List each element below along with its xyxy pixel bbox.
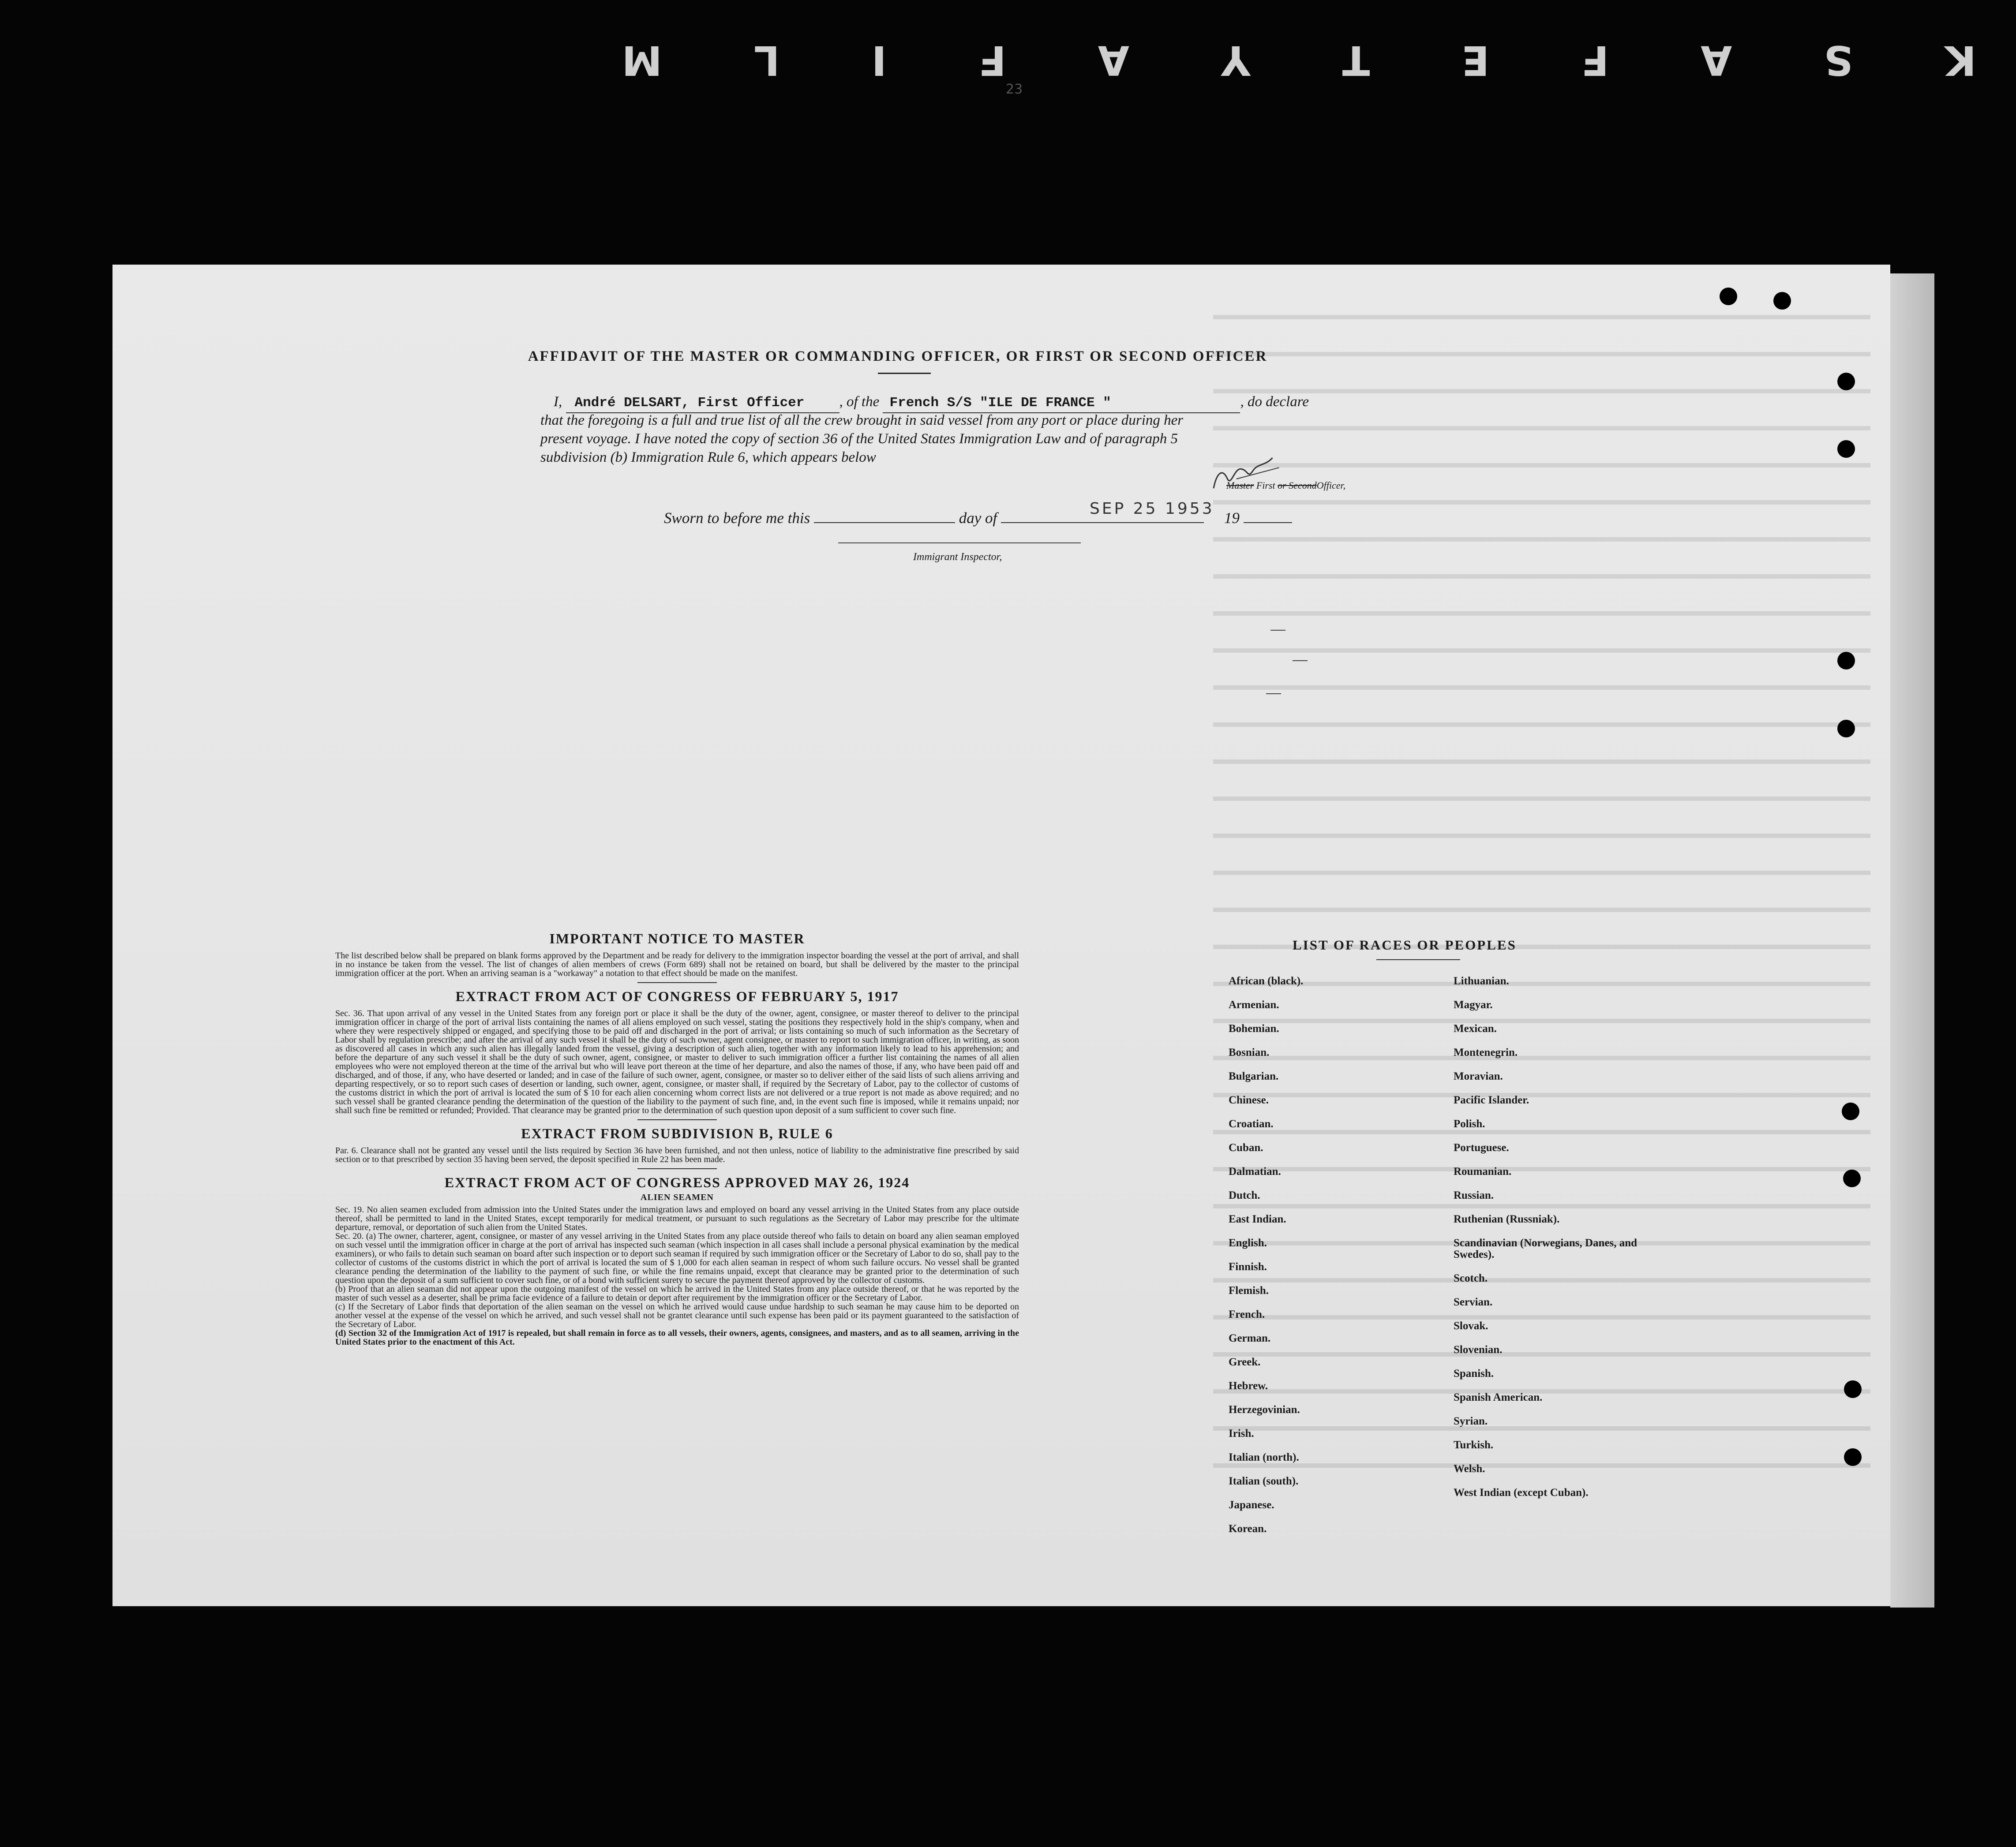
race-item: Armenian. bbox=[1229, 999, 1279, 1011]
affidavit-line-3: present voyage. I have noted the copy of section 36 of the United States Immigration Law and of paragraph 5 bbox=[540, 431, 1178, 447]
affidavit-prefix: I, bbox=[554, 394, 562, 410]
important-notice bbox=[335, 931, 1019, 1346]
section-divider bbox=[637, 1119, 717, 1120]
race-item: Slovak. bbox=[1454, 1320, 1488, 1332]
film-edge-marking: K S A F E T Y A F I L M bbox=[583, 37, 1976, 84]
vessel-field bbox=[883, 393, 1240, 413]
affidavit-of-the: , of the bbox=[839, 394, 880, 410]
punch-hole bbox=[1773, 292, 1791, 310]
vessel-name: French S/S "ILE DE FRANCE " bbox=[889, 395, 1111, 411]
race-item: Scandinavian (Norwegians, Danes, and Swedes). bbox=[1454, 1237, 1638, 1260]
race-item: Hebrew. bbox=[1229, 1380, 1268, 1392]
race-item: Russian. bbox=[1454, 1189, 1494, 1201]
race-item: Italian (south). bbox=[1229, 1475, 1299, 1487]
race-item: Polish. bbox=[1454, 1118, 1485, 1130]
date-stamp: SEP 25 1953 bbox=[1090, 500, 1214, 518]
dash-mark bbox=[1293, 660, 1308, 661]
punch-hole bbox=[1844, 1448, 1862, 1466]
inspector-caption: Immigrant Inspector, bbox=[913, 551, 1002, 563]
sec-19: Sec. 19. No alien seamen excluded from admission into the United States under the immigration laws and employed on board any vessel arriving in the United States from any place outside thereof, shall be permitted to land in the United States, except temporarily for medical treatment, or pursuant to such regulations as the Secretary of Labor may prescribe for the ultimate departure, removal, or deportation of such alien from the United States. bbox=[335, 1205, 1019, 1232]
race-item: Italian (north). bbox=[1229, 1451, 1299, 1463]
punch-hole bbox=[1842, 1103, 1859, 1120]
race-item: Montenegrin. bbox=[1454, 1047, 1518, 1058]
affidavit-line-1 bbox=[540, 393, 1414, 413]
affidavit-title: AFFIDAVIT OF THE MASTER OR COMMANDING OFFICER, OR FIRST OR SECOND OFFICER bbox=[528, 348, 1268, 364]
race-item: Servian. bbox=[1454, 1296, 1493, 1308]
race-item: African (black). bbox=[1229, 975, 1304, 987]
race-item: Portuguese. bbox=[1454, 1142, 1509, 1154]
races-divider bbox=[1376, 959, 1460, 960]
punch-hole bbox=[1837, 440, 1855, 458]
races-column-1 bbox=[1229, 976, 1396, 1547]
sec-20-c: (c) If the Secretary of Labor finds that deportation of the alien seaman on the vessel on which he arrived would cause undue hardship to such seaman he may cause him to be deported on another vessel at the expense of the vessel on which he arrived, and such vessel shall not be grantet clearance until such expense has been paid or its payment guaranteed to the satisfaction of the Secretary of Labor. bbox=[335, 1302, 1019, 1329]
race-item: East Indian. bbox=[1229, 1213, 1286, 1225]
sec-20-d: (d) Section 32 of the Immigration Act of 1917 is repealed, but shall remain in force as to all vessels, their owners, agents, consignees, and masters, and as to all seamen, arriving in the United States prior to the enactment of this Act. bbox=[335, 1328, 1019, 1347]
sec-20-a: Sec. 20. (a) The owner, charterer, agent, consignee, or master of any vessel arriving in the United States from any place outside thereof who fails to detain on board any alien seaman employed on such vessel until the immigration officer in charge at the port of arrival has inspected such seaman (which inspection in all cases shall include a personal physical examination by the medical examiners), or who fails to detain such seaman on board after such inspection or to deport such seaman if required by such immigration officer or the Secretary of Labor to do so, shall pay to the collector of customs of the customs district in which the port of arrival is located the sum of $ 1,000 for each alien seaman in respect of whom such failure occurs. No vessel shall be granted clearance pending the determination of the liability to the payment of such fine, or while the fine remains unpaid, except that clearance may be granted prior to the determination of such question upon the deposit of a sum sufficient to cover such fine, or of a bond with sufficient surety to secure the payment thereof approved by the collector of customs. bbox=[335, 1231, 1019, 1285]
race-item: Irish. bbox=[1229, 1428, 1254, 1439]
race-item: Spanish American. bbox=[1454, 1391, 1543, 1403]
punch-hole bbox=[1837, 373, 1855, 390]
punch-hole bbox=[1720, 288, 1737, 305]
extract-1917-title: EXTRACT FROM ACT OF CONGRESS OF FEBRUARY 5, 1917 bbox=[455, 988, 899, 1004]
officer-name-field bbox=[566, 393, 839, 413]
caption-first: First bbox=[1256, 480, 1275, 491]
underlying-page-edge bbox=[1890, 273, 1934, 1608]
title-divider bbox=[878, 373, 931, 374]
race-item: Cuban. bbox=[1229, 1142, 1263, 1154]
sworn-day-field bbox=[814, 522, 955, 523]
race-item: West Indian (except Cuban). bbox=[1454, 1487, 1589, 1499]
race-item: Dalmatian. bbox=[1229, 1166, 1281, 1178]
race-item: Flemish. bbox=[1229, 1285, 1269, 1297]
affidavit-line-2: that the foregoing is a full and true list of all the crew brought in said vessel from any port or place during her bbox=[540, 412, 1184, 428]
race-item: Korean. bbox=[1229, 1523, 1267, 1535]
officer-name: André DELSART, First Officer bbox=[574, 395, 805, 411]
races-column-2 bbox=[1454, 976, 1661, 1511]
signature-caption bbox=[1226, 480, 1345, 491]
inspector-signature-line bbox=[838, 542, 1081, 543]
extract-1917-body: Sec. 36. That upon arrival of any vessel in the United States from any foreign port or place it shall be the duty of the owner, agent, consignee, or master thereof to deliver to the principal immigration officer in charge of the port of arrival lists containing the names of all aliens employed on such vessel, stating the positions they respectively hold in the ship's company, when and where they were respectively shipped or engaged, and specifying those to be paid off and discharged in the port of arrival; or lists containing so much of such information as the Secretary of Labor shall by regulation prescribe; and after the arrival of any such vessel it shall be the duty of such owner, agent consignee, or master to report to such immigration officer, in writing, as soon as discovered all cases in which any such alien has illegally landed from the vessel, giving a description of such alien, together with any information likely to lead to his apprehension; and before the departure of any such vessel it shall be the duty of such owner, agent, consignee, or master to deliver to such immigration officer a further list containing the names of all alien employees who were not employed thereon at the time of the arrival but who will leave port thereon at the time of her departure, and also the names of those, if any, who have been paid off and discharged, and of those, if any, who have deserted or landed; and in case of the failure of such owner, agent, consignee, or master so to deliver either of the said lists of such aliens arriving and departing respectively, or so to report such cases of desertion or landing, such owner, agent, consignee, or master shall, if required by the Secretary of Labor, pay to the collector of customs of the customs district in which the port of arrival is located the sum of $ 10 for each alien concerning whom correct lists are not delivered or a true report is not made as above required; and no such vessel shall be granted clearance pending the determination of the question of the liability to the payment of such fine, and, in the event such fine is imposed, while it remains unpaid; nor shall such fine be remitted or refunded; Provided. That clearance may be granted prior to the determination of such question upon deposit of a sum sufficient to cover such fine. bbox=[335, 1009, 1019, 1115]
race-item: Greek. bbox=[1229, 1356, 1261, 1368]
frame-mark: 23 bbox=[1006, 82, 1023, 97]
extract-rule6-body: Par. 6. Clearance shall not be granted any vessel until the lists required by Section 36 have been furnished, and not then unless, notice of liability to the administrative fine prescribed by said section or to that prescribed by section 35 having been served, the deposit specified in Rule 22 has been made. bbox=[335, 1146, 1019, 1164]
race-item: Bohemian. bbox=[1229, 1023, 1279, 1035]
extract-rule6-title: EXTRACT FROM SUBDIVISION B, RULE 6 bbox=[521, 1125, 833, 1141]
race-item: Japanese. bbox=[1229, 1499, 1274, 1511]
affidavit-line-4: subdivision (b) Immigration Rule 6, which appears below bbox=[540, 449, 876, 465]
sworn-day-of: day of bbox=[959, 509, 997, 527]
races-title: LIST OF RACES OR PEOPLES bbox=[1293, 937, 1517, 953]
dash-mark bbox=[1266, 693, 1281, 694]
punch-hole bbox=[1843, 1170, 1861, 1187]
race-item: Scotch. bbox=[1454, 1272, 1488, 1284]
race-item: Syrian. bbox=[1454, 1415, 1488, 1427]
race-item: Ruthenian (Russniak). bbox=[1454, 1213, 1560, 1225]
race-item: Pacific Islander. bbox=[1454, 1094, 1529, 1106]
punch-hole bbox=[1837, 720, 1855, 737]
sworn-month-field bbox=[1001, 522, 1204, 523]
race-item: Roumanian. bbox=[1454, 1166, 1512, 1178]
race-item: Lithuanian. bbox=[1454, 975, 1509, 987]
affidavit-declare: , do declare bbox=[1240, 394, 1309, 410]
section-divider bbox=[637, 1168, 717, 1169]
race-item: French. bbox=[1229, 1309, 1265, 1320]
struck-second: or Second bbox=[1278, 480, 1317, 491]
dash-mark bbox=[1270, 630, 1285, 631]
race-item: Herzegovinian. bbox=[1229, 1404, 1300, 1416]
race-item: Turkish. bbox=[1454, 1439, 1494, 1451]
race-item: Dutch. bbox=[1229, 1189, 1260, 1201]
race-item: Croatian. bbox=[1229, 1118, 1274, 1130]
section-divider bbox=[637, 982, 717, 983]
punch-hole bbox=[1844, 1380, 1862, 1398]
notice-intro: The list described below shall be prepared on blank forms approved by the Department and be ready for delivery to the immigration inspector boarding the vessel at the port of arrival, and shall in no instance be taken from the vessel. The list of changes of alien members of crews (Form 689) shall not be retained on board, but shall be delivered by the master to the principal immigration officer at the port. When an arriving seaman is a "workaway" a notation to that effect should be made on the manifest. bbox=[335, 951, 1019, 978]
struck-master: Master bbox=[1226, 480, 1254, 491]
caption-officer: Officer, bbox=[1316, 480, 1346, 491]
notice-title: IMPORTANT NOTICE TO MASTER bbox=[549, 931, 805, 946]
extract-1924-title: EXTRACT FROM ACT OF CONGRESS APPROVED MAY 26, 1924 bbox=[444, 1174, 910, 1190]
year-prefix bbox=[1224, 509, 1292, 527]
sec-20-b: (b) Proof that an alien seaman did not appear upon the outgoing manifest of the vessel on which he arrived in the United States from any place outside thereof, or that he was reported by the master of such vessel as a deserter, shall be prima facie evidence of a failure to detain or deport after requirement by the immigration officer or the Secretary of Labor. bbox=[335, 1284, 1019, 1303]
race-item: Slovenian. bbox=[1454, 1344, 1503, 1356]
race-item: Magyar. bbox=[1454, 999, 1493, 1011]
alien-seamen-subtitle: ALIEN SEAMEN bbox=[641, 1193, 714, 1202]
race-item: German. bbox=[1229, 1332, 1271, 1344]
race-item: Moravian. bbox=[1454, 1070, 1503, 1082]
race-item: Bulgarian. bbox=[1229, 1070, 1279, 1082]
race-item: Mexican. bbox=[1454, 1023, 1497, 1035]
race-item: Chinese. bbox=[1229, 1094, 1269, 1106]
year-prefix-text: 19 bbox=[1224, 509, 1240, 527]
race-item: Welsh. bbox=[1454, 1463, 1485, 1475]
race-item: Finnish. bbox=[1229, 1261, 1267, 1273]
race-item: Bosnian. bbox=[1229, 1047, 1270, 1058]
punch-hole bbox=[1837, 652, 1855, 669]
year-field bbox=[1244, 522, 1292, 523]
race-item: Spanish. bbox=[1454, 1368, 1494, 1380]
race-item: English. bbox=[1229, 1237, 1267, 1249]
sworn-prefix: Sworn to before me this bbox=[664, 509, 810, 527]
